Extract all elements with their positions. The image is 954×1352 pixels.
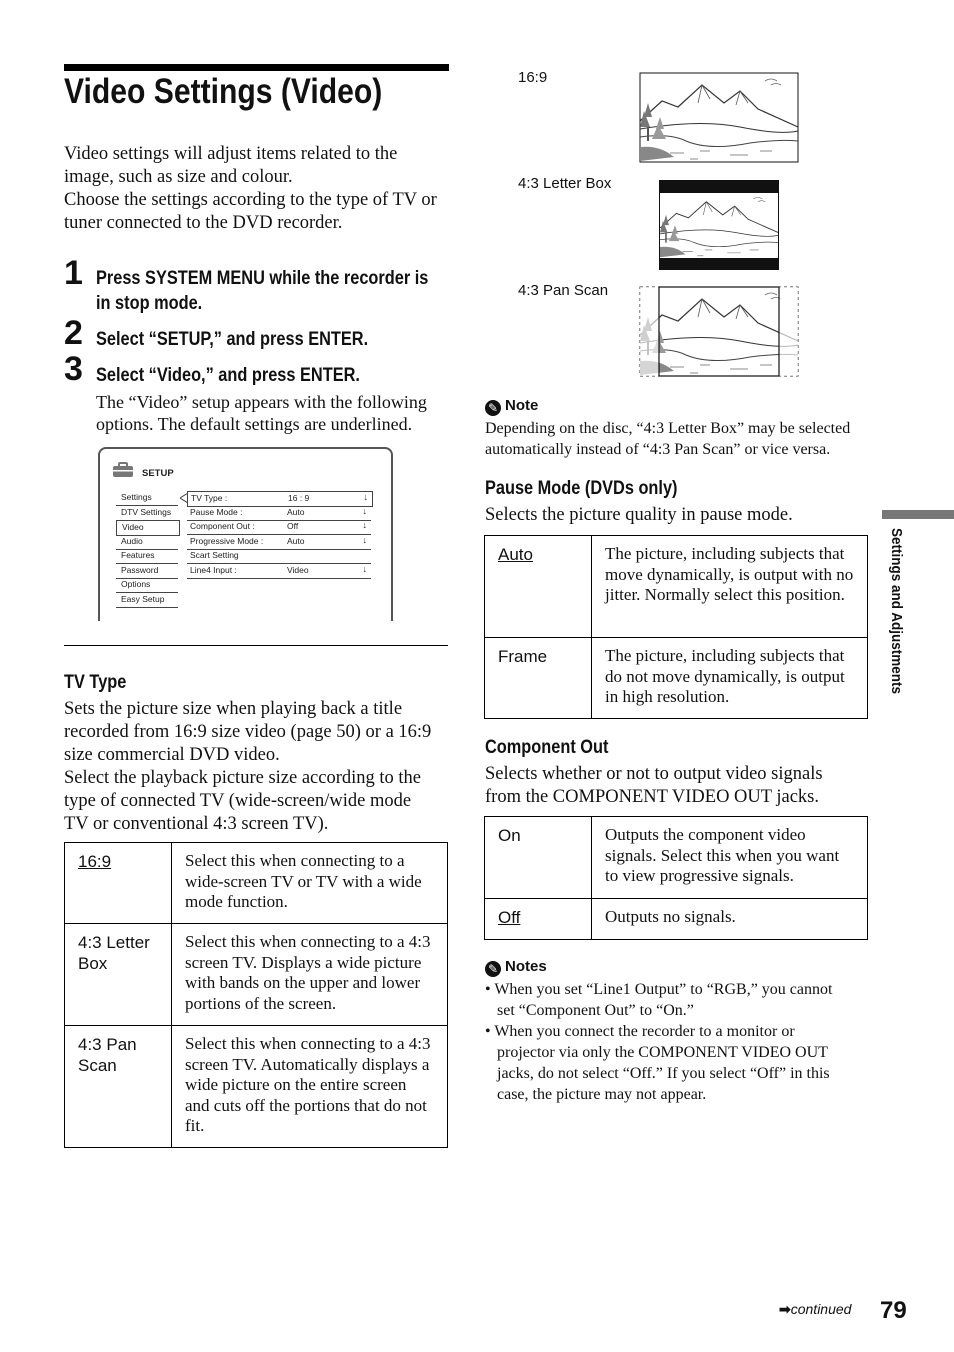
table-row — [65, 924, 448, 1026]
page-number: 79 — [880, 1297, 907, 1324]
intro-line: Choose the settings according to the type of TV or — [64, 190, 437, 210]
step-3-text: Select “Video,” and press ENTER. — [96, 365, 360, 386]
note-line: • When you set “Line1 Output” to “RGB,” you cannot — [485, 981, 833, 998]
table-row — [485, 817, 868, 899]
side-tab-label: Settings and Adjustments — [888, 528, 905, 695]
aspect-ratio-illustrations — [630, 70, 810, 380]
tv-type-description — [64, 698, 431, 836]
menu-row: Pause Mode : Auto ↓ — [187, 506, 371, 521]
menu-row: Component Out : Off ↓ — [187, 520, 371, 535]
image-label-letter-box: 4:3 Letter Box — [518, 175, 612, 192]
notes-item — [485, 1021, 832, 1105]
option-key: On — [485, 817, 592, 899]
tv-type-table — [64, 842, 448, 1148]
note-line: projector via only the COMPONENT VIDEO OUT — [497, 1044, 828, 1061]
desc-line: Select the playback picture size according to the — [64, 768, 422, 788]
note-line: automatically instead of “4:3 Pan Scan” or vice versa. — [485, 441, 831, 458]
menu-left-item: Audio — [116, 535, 178, 550]
menu-left-item: Easy Setup — [116, 593, 178, 608]
step-line: in stop mode. — [96, 293, 203, 314]
step-number-3: 3 — [64, 350, 83, 388]
menu-left-item: Settings — [116, 491, 178, 506]
notes-list — [485, 979, 832, 1105]
table-row — [485, 638, 868, 719]
intro-line: Video settings will adjust items related to the — [64, 144, 398, 164]
page-title: Video Settings (Video) — [64, 72, 383, 111]
option-value: Outputs no signals. — [592, 899, 868, 940]
pause-mode-heading: Pause Mode (DVDs only) — [485, 478, 678, 499]
step-number-1: 1 — [64, 254, 83, 292]
intro-line: tuner connected to the DVD recorder. — [64, 213, 343, 233]
option-key: 4:3 Pan Scan — [65, 1026, 172, 1148]
continued-indicator — [779, 1301, 851, 1318]
note-line: set “Component Out” to “On.” — [497, 1002, 694, 1019]
menu-left-item: Options — [116, 578, 178, 593]
desc-line: TV or conventional 4:3 screen TV). — [64, 814, 329, 834]
letter-box-image — [659, 180, 779, 270]
option-value: Select this when connecting to a 4:3 screen TV. Displays a wide picture with bands on the upper and lower portions of the screen. — [172, 924, 448, 1026]
widescreen-16-9-image — [640, 73, 798, 162]
desc-line: Selects whether or not to output video signals — [485, 764, 823, 784]
title-rule — [64, 64, 449, 71]
option-key: Auto — [485, 536, 592, 638]
option-key: 16:9 — [65, 843, 172, 924]
desc-line: options. The default settings are underlined. — [96, 414, 413, 434]
menu-row: Progressive Mode : Auto ↓ — [187, 535, 371, 550]
table-row — [65, 843, 448, 924]
note-line: jacks, do not select “Off.” If you select “Off” in this — [497, 1065, 830, 1082]
pan-scan-image — [640, 287, 798, 376]
section-divider — [64, 645, 448, 646]
intro-text — [64, 143, 437, 235]
note-line: Depending on the disc, “4:3 Letter Box” may be selected — [485, 420, 851, 437]
component-out-description — [485, 763, 823, 809]
step-line: Press SYSTEM MENU while the recorder is — [96, 268, 429, 289]
step-2-text: Select “SETUP,” and press ENTER. — [96, 329, 369, 350]
image-label-pan-scan: 4:3 Pan Scan — [518, 282, 609, 299]
continued-text: continued — [790, 1301, 852, 1317]
note-icon: ✎ — [485, 961, 501, 977]
notes-heading: ✎ Notes — [485, 958, 547, 977]
note-heading: ✎ Note — [485, 397, 538, 416]
menu-row: TV Type : 16 : 9 ↓ — [187, 491, 373, 507]
notes-item — [485, 979, 832, 1021]
step-3-description — [96, 391, 427, 435]
note-text — [485, 418, 850, 460]
side-tab-bar — [882, 510, 954, 519]
menu-left-item: Password — [116, 564, 178, 579]
option-value: The picture, including subjects that do not move dynamically, is output in high resolution. — [592, 638, 868, 719]
option-key: Frame — [485, 638, 592, 719]
image-label-16-9: 16:9 — [518, 69, 548, 86]
note-line: case, the picture may not appear. — [497, 1086, 707, 1103]
menu-left-item: DTV Settings — [116, 506, 178, 521]
menu-row: Line4 Input : Video ↓ — [187, 564, 371, 579]
desc-line: The “Video” setup appears with the following — [96, 392, 427, 412]
arrow-right-icon: ➡ — [779, 1301, 791, 1317]
pause-mode-description: Selects the picture quality in pause mode. — [485, 505, 793, 525]
menu-row: Scart Setting — [187, 549, 371, 564]
menu-header: SETUP — [142, 468, 174, 479]
option-value: Outputs the component video signals. Select this when you want to view progressive signals. — [592, 817, 868, 899]
setup-toolbox-icon — [112, 462, 134, 478]
step-number-2: 2 — [64, 314, 83, 352]
table-row — [485, 899, 868, 940]
menu-left-item-selected: Video — [116, 520, 180, 536]
option-key: 4:3 Letter Box — [65, 924, 172, 1026]
option-value: Select this when connecting to a 4:3 screen TV. Automatically displays a wide picture on the entire screen and cuts off the portions that do not fit. — [172, 1026, 448, 1148]
desc-line: Sets the picture size when playing back a title — [64, 699, 403, 719]
table-row — [65, 1026, 448, 1148]
desc-line: type of connected TV (wide-screen/wide mode — [64, 791, 412, 811]
option-value: The picture, including subjects that move dynamically, is output with no jitter. Normally select this position. — [592, 536, 868, 638]
component-out-heading: Component Out — [485, 737, 609, 758]
option-value: Select this when connecting to a wide-screen TV or TV with a wide mode function. — [172, 843, 448, 924]
desc-line: size commercial DVD video. — [64, 745, 280, 765]
desc-line: from the COMPONENT VIDEO OUT jacks. — [485, 787, 820, 807]
note-icon: ✎ — [485, 400, 501, 416]
note-line: • When you connect the recorder to a monitor or — [485, 1023, 795, 1040]
tv-type-heading: TV Type — [64, 672, 127, 693]
option-key: Off — [485, 899, 592, 940]
intro-line: image, such as size and colour. — [64, 167, 293, 187]
step-1-text — [96, 266, 428, 316]
component-out-table — [484, 816, 868, 940]
menu-left-item: Features — [116, 549, 178, 564]
table-row — [485, 536, 868, 638]
desc-line: recorded from 16:9 size video (page 50) or a 16:9 — [64, 722, 432, 742]
pause-mode-table — [484, 535, 868, 719]
